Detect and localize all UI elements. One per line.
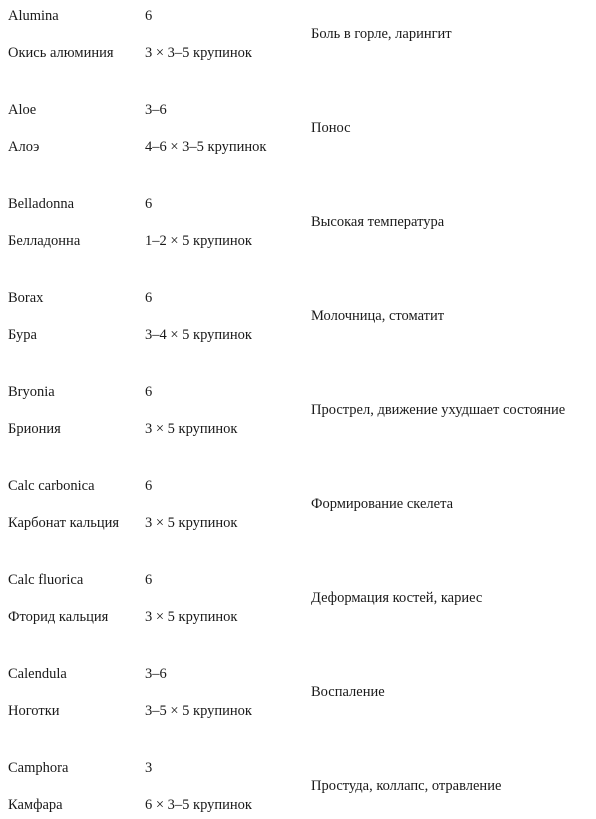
potency: 3–6 (145, 666, 167, 682)
dosage: 1–2 × 5 крупинок (145, 233, 252, 249)
potency: 6 (145, 290, 153, 306)
potency: 6 (145, 478, 153, 494)
indication: Деформация костей, кариес (311, 590, 483, 606)
potency: 3–6 (145, 102, 167, 118)
indication: Высокая температура (311, 214, 445, 230)
remedy-entry (0, 195, 596, 255)
russian-name: Фторид кальция (8, 609, 109, 625)
latin-name: Camphora (8, 760, 69, 776)
russian-name: Алоэ (8, 139, 40, 155)
remedy-entry (0, 7, 596, 67)
remedy-entry (0, 101, 596, 161)
dosage: 3–4 × 5 крупинок (145, 327, 252, 343)
latin-name: Bryonia (8, 384, 55, 400)
latin-name: Belladonna (8, 196, 75, 212)
potency: 6 (145, 196, 153, 212)
dosage: 3 × 3–5 крупинок (145, 45, 252, 61)
potency: 6 (145, 572, 153, 588)
remedy-entry (0, 477, 596, 537)
dosage: 3 × 5 крупинок (145, 609, 238, 625)
potency: 6 (145, 8, 153, 24)
russian-name: Белладонна (8, 233, 81, 249)
dosage: 4–6 × 3–5 крупинок (145, 139, 267, 155)
indication: Воспаление (311, 684, 385, 700)
russian-name: Окись алюминия (8, 45, 114, 61)
latin-name: Aloe (8, 102, 37, 118)
indication: Молочница, стоматит (311, 308, 445, 324)
potency: 3 (145, 760, 153, 776)
dosage: 3–5 × 5 крупинок (145, 703, 252, 719)
latin-name: Calendula (8, 666, 67, 682)
remedy-entry (0, 665, 596, 725)
indication: Простуда, коллапс, отравление (311, 778, 502, 794)
latin-name: Calc fluorica (8, 572, 84, 588)
indication: Прострел, движение ухудшает состояние (311, 402, 566, 418)
russian-name: Бура (8, 327, 37, 343)
russian-name: Ноготки (8, 703, 60, 719)
indication: Формирование скелета (311, 496, 454, 512)
latin-name: Borax (8, 290, 44, 306)
remedy-entry (0, 383, 596, 443)
russian-name: Камфара (8, 797, 63, 813)
dosage: 3 × 5 крупинок (145, 515, 238, 531)
indication: Боль в горле, ларингит (311, 26, 452, 42)
indication: Понос (311, 120, 351, 136)
latin-name: Calc carbonica (8, 478, 95, 494)
russian-name: Бриония (8, 421, 61, 437)
latin-name: Alumina (8, 8, 59, 24)
russian-name: Карбонат кальция (8, 515, 120, 531)
remedy-entry (0, 759, 596, 819)
dosage: 3 × 5 крупинок (145, 421, 238, 437)
remedy-entry (0, 289, 596, 349)
dosage: 6 × 3–5 крупинок (145, 797, 252, 813)
potency: 6 (145, 384, 153, 400)
remedy-entry (0, 571, 596, 631)
